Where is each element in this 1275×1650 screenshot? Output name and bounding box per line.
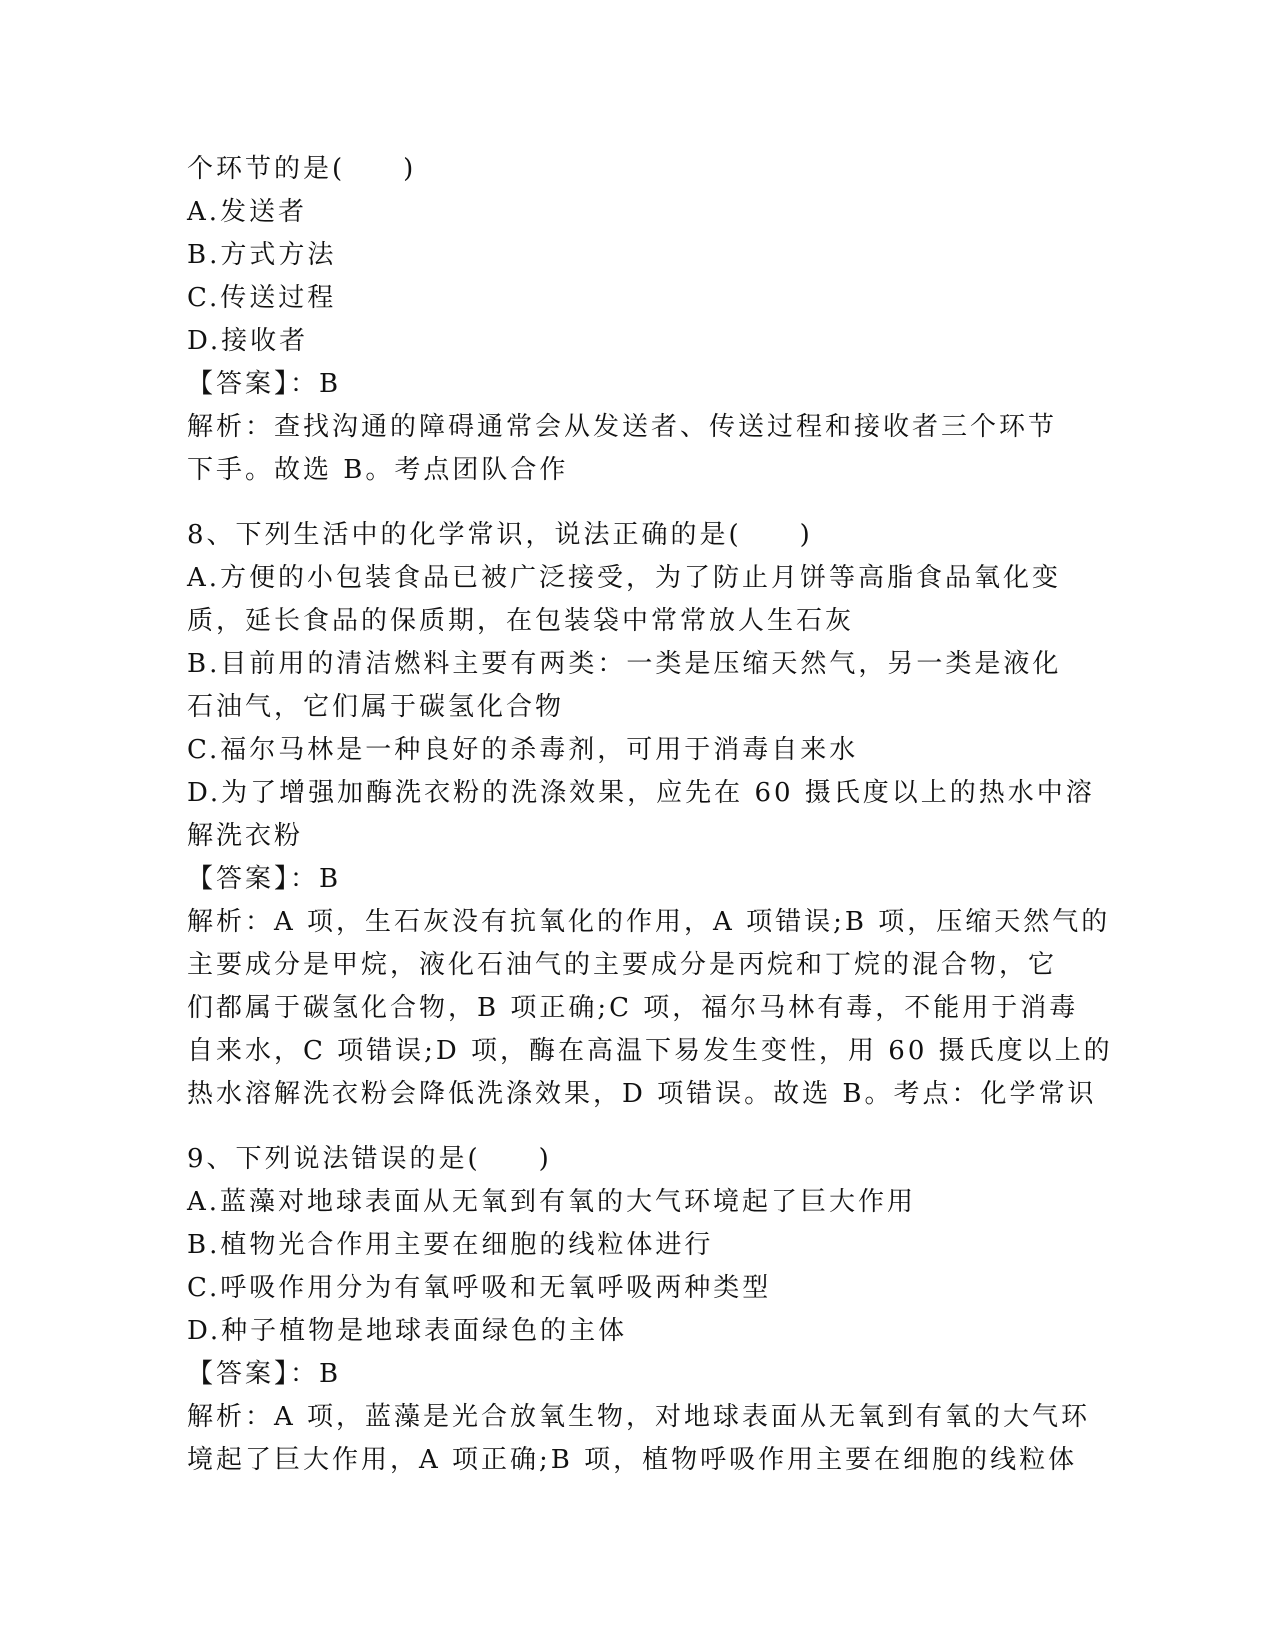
answer-line: 【答案】：B	[187, 1359, 342, 1389]
option-c: C.福尔马林是一种良好的杀毒剂，可用于消毒自来水	[187, 735, 859, 765]
option-a: A.方便的小包装食品已被广泛接受，为了防止月饼等高脂食品氧化变	[187, 563, 1062, 593]
option-a-continued: 质，延长食品的保质期，在包装袋中常常放人生石灰	[187, 606, 855, 636]
question-spacer	[187, 1116, 1092, 1138]
option-a: A.发送者	[187, 197, 308, 227]
option-d: D.种子植物是地球表面绿色的主体	[187, 1316, 628, 1346]
option-d: D.接收者	[187, 326, 309, 356]
option-b: B.方式方法	[187, 240, 337, 270]
question-spacer	[187, 492, 1092, 514]
option-c: C.呼吸作用分为有氧呼吸和无氧呼吸两种类型	[187, 1273, 772, 1303]
question-9	[187, 1138, 1092, 1482]
analysis-line: 解析：A 项，生石灰没有抗氧化的作用，A 项错误;B 项，压缩天然气的	[187, 907, 1111, 937]
question-7	[187, 148, 1092, 492]
option-b: B.目前用的清洁燃料主要有两类：一类是压缩天然气，另一类是液化	[187, 649, 1062, 679]
option-a: A.蓝藻对地球表面从无氧到有氧的大气环境起了巨大作用	[187, 1187, 917, 1217]
question-stem: 8、下列生活中的化学常识，说法正确的是( )	[187, 520, 813, 550]
question-stem: 个环节的是( )	[187, 154, 417, 184]
answer-line: 【答案】：B	[187, 864, 342, 894]
question-stem: 9、下列说法错误的是( )	[187, 1144, 552, 1174]
option-b: B.植物光合作用主要在细胞的线粒体进行	[187, 1230, 714, 1260]
answer-line: 【答案】：B	[187, 369, 342, 399]
analysis-line: 自来水，C 项错误;D 项，酶在高温下易发生变性，用 60 摄氏度以上的	[187, 1036, 1113, 1066]
question-8	[187, 514, 1113, 1116]
analysis-line: 解析：查找沟通的障碍通常会从发送者、传送过程和接收者三个环节	[187, 412, 1058, 442]
option-d-continued: 解洗衣粉	[187, 821, 304, 851]
analysis-line: 解析：A 项，蓝藻是光合放氧生物，对地球表面从无氧到有氧的大气环	[187, 1402, 1091, 1432]
option-d: D.为了增强加酶洗衣粉的洗涤效果，应先在 60 摄氏度以上的热水中溶	[187, 778, 1095, 808]
analysis-line: 下手。故选 B。考点团队合作	[187, 455, 569, 485]
option-b-continued: 石油气，它们属于碳氢化合物	[187, 692, 565, 722]
document-body	[187, 148, 1113, 1482]
analysis-line: 热水溶解洗衣粉会降低洗涤效果，D 项错误。故选 B。考点：化学常识	[187, 1079, 1097, 1109]
analysis-line: 们都属于碳氢化合物，B 项正确;C 项，福尔马林有毒，不能用于消毒	[187, 993, 1079, 1023]
analysis-line: 主要成分是甲烷，液化石油气的主要成分是丙烷和丁烷的混合物，它	[187, 950, 1058, 980]
analysis-line: 境起了巨大作用，A 项正确;B 项，植物呼吸作用主要在细胞的线粒体	[187, 1445, 1078, 1475]
option-c: C.传送过程	[187, 283, 337, 313]
